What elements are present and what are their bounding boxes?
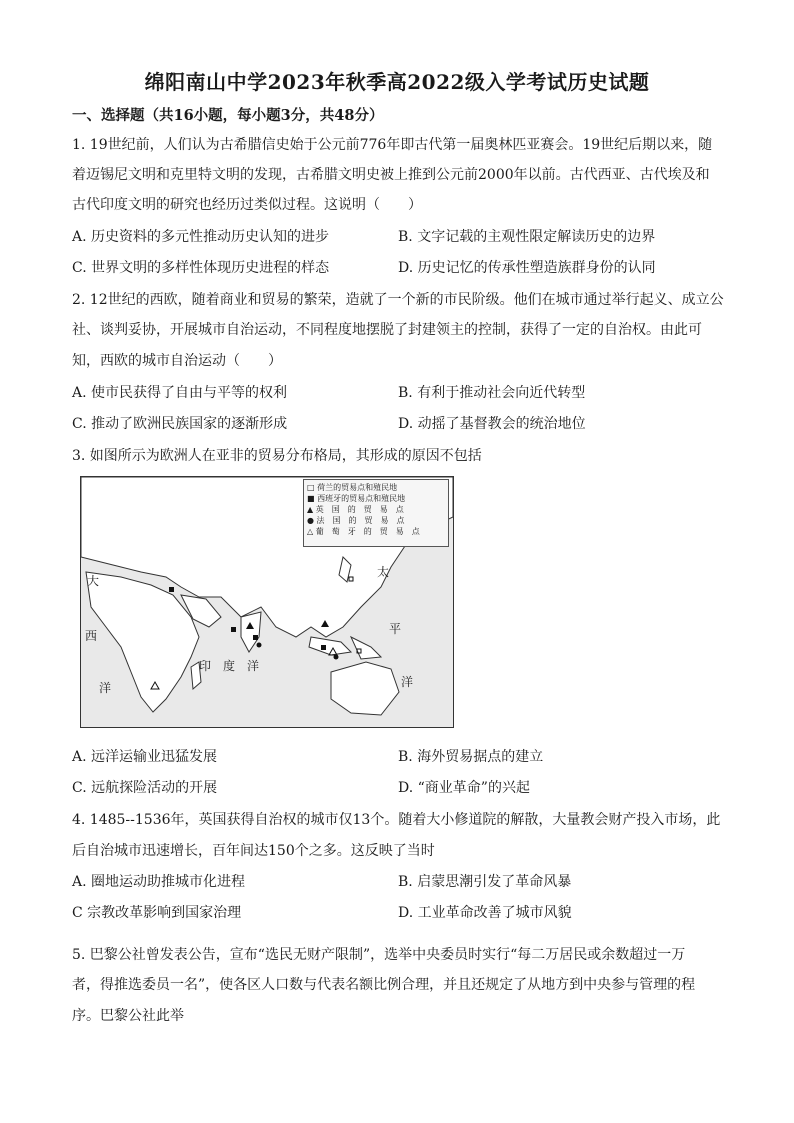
q3-stem: 3. 如图所示为欧洲人在亚非的贸易分布格局，其形成的原因不包括 [72,448,482,464]
legend-item-netherlands: □ 荷兰的贸易点和殖民地 [307,483,398,492]
trade-distribution-map [80,476,454,728]
q4-option-d: D. 工业革命改善了城市风貌 [398,905,572,921]
q2-line-3: 知，西欧的城市自治运动（ ） [72,353,282,369]
q4-line-2: 后自治城市迅速增长，百年间达150个之多。这反映了当时 [72,843,435,859]
q5-line-1: 5. 巴黎公社曾发表公告，宣布“选民无财产限制”，选举中央委员时实行“每二万居民或余数超过一万 [72,947,686,963]
q2-option-d: D. 动摇了基督教会的统治地位 [398,416,586,432]
q1-line-3: 古代印度文明的研究也经历过类似过程。这说明（ ） [72,197,422,213]
legend-item-spain: ■ 西班牙的贸易点和殖民地 [307,494,406,503]
q2-option-a: A. 使市民获得了自由与平等的权利 [72,385,288,401]
q1-option-a: A. 历史资料的多元性推动历史认知的进步 [72,229,330,245]
trade-point-marker [169,587,174,592]
q3-option-b: B. 海外贸易据点的建立 [398,749,544,765]
q3-option-a: A. 远洋运输业迅猛发展 [72,749,218,765]
q2-line-2: 社、谈判妥协，开展城市自治运动，不同程度地摆脱了封建领主的控制，获得了一定的自治权。由此可 [72,322,702,338]
q4-option-b: B. 启蒙思潮引发了革命风暴 [398,874,572,890]
map-label-atlantic-1: 大 [87,574,100,588]
map-label-indian-ocean: 印 度 洋 [199,659,260,673]
map-label-atlantic-3: 洋 [99,681,112,695]
q1-option-d: D. 历史记忆的传承性塑造族群身份的认同 [398,260,656,276]
q1-option-c: C. 世界文明的多样性体现历史进程的样态 [72,260,330,276]
map-label-atlantic-2: 西 [85,629,98,643]
legend-item-portugal: △ 葡 萄 牙 的 贸 易 点 [307,527,420,536]
q4-option-a: A. 圈地运动助推城市化进程 [72,874,246,890]
q2-line-1: 2. 12世纪的西欧，随着商业和贸易的繁荣，造就了一个新的市民阶级。他们在城市通过举行起义、成立公 [72,292,724,308]
q1-line-2: 着迈锡尼文明和克里特文明的发现，古希腊文明史被上推到公元前2000年以前。古代西亚、古代埃及和 [72,167,710,183]
legend-item-britain: ▲ 英 国 的 贸 易 点 [307,505,404,514]
q5-line-2: 者，得推选委员一名”，使各区人口数与代表名额比例合理，并且还规定了从地方到中央参与管理的程 [72,977,696,993]
legend-item-france: ● 法 国 的 贸 易 点 [307,516,405,525]
q3-option-c: C. 远航探险活动的开展 [72,780,218,796]
q2-option-b: B. 有利于推动社会向近代转型 [398,385,586,401]
q1-line-1: 1. 19世纪前，人们认为古希腊信史始于公元前776年即古代第一届奥林匹亚赛会。19世纪后期以来，随 [72,137,713,153]
map-label-pacific-2: 平 [389,622,402,636]
map-legend [303,479,449,547]
page-title: 绵阳南山中学2023年秋季高2022级入学考试历史试题 [144,70,650,94]
q1-option-b: B. 文字记载的主观性限定解读历史的边界 [398,229,656,245]
q4-option-c: C 宗教改革影响到国家治理 [72,905,242,921]
q5-line-3: 序。巴黎公社此举 [72,1008,184,1024]
q4-line-1: 4. 1485--1536年，英国获得自治权的城市仅13个。随着大小修道院的解散，大量教会财产投入市场，此 [72,812,721,828]
map-label-pacific-1: 太 [377,565,390,579]
q3-option-d: D. “商业革命”的兴起 [398,780,530,796]
section-heading: 一、选择题（共16小题，每小题3分，共48分） [72,107,384,124]
map-label-pacific-3: 洋 [401,675,414,689]
q2-option-c: C. 推动了欧洲民族国家的逐渐形成 [72,416,288,432]
